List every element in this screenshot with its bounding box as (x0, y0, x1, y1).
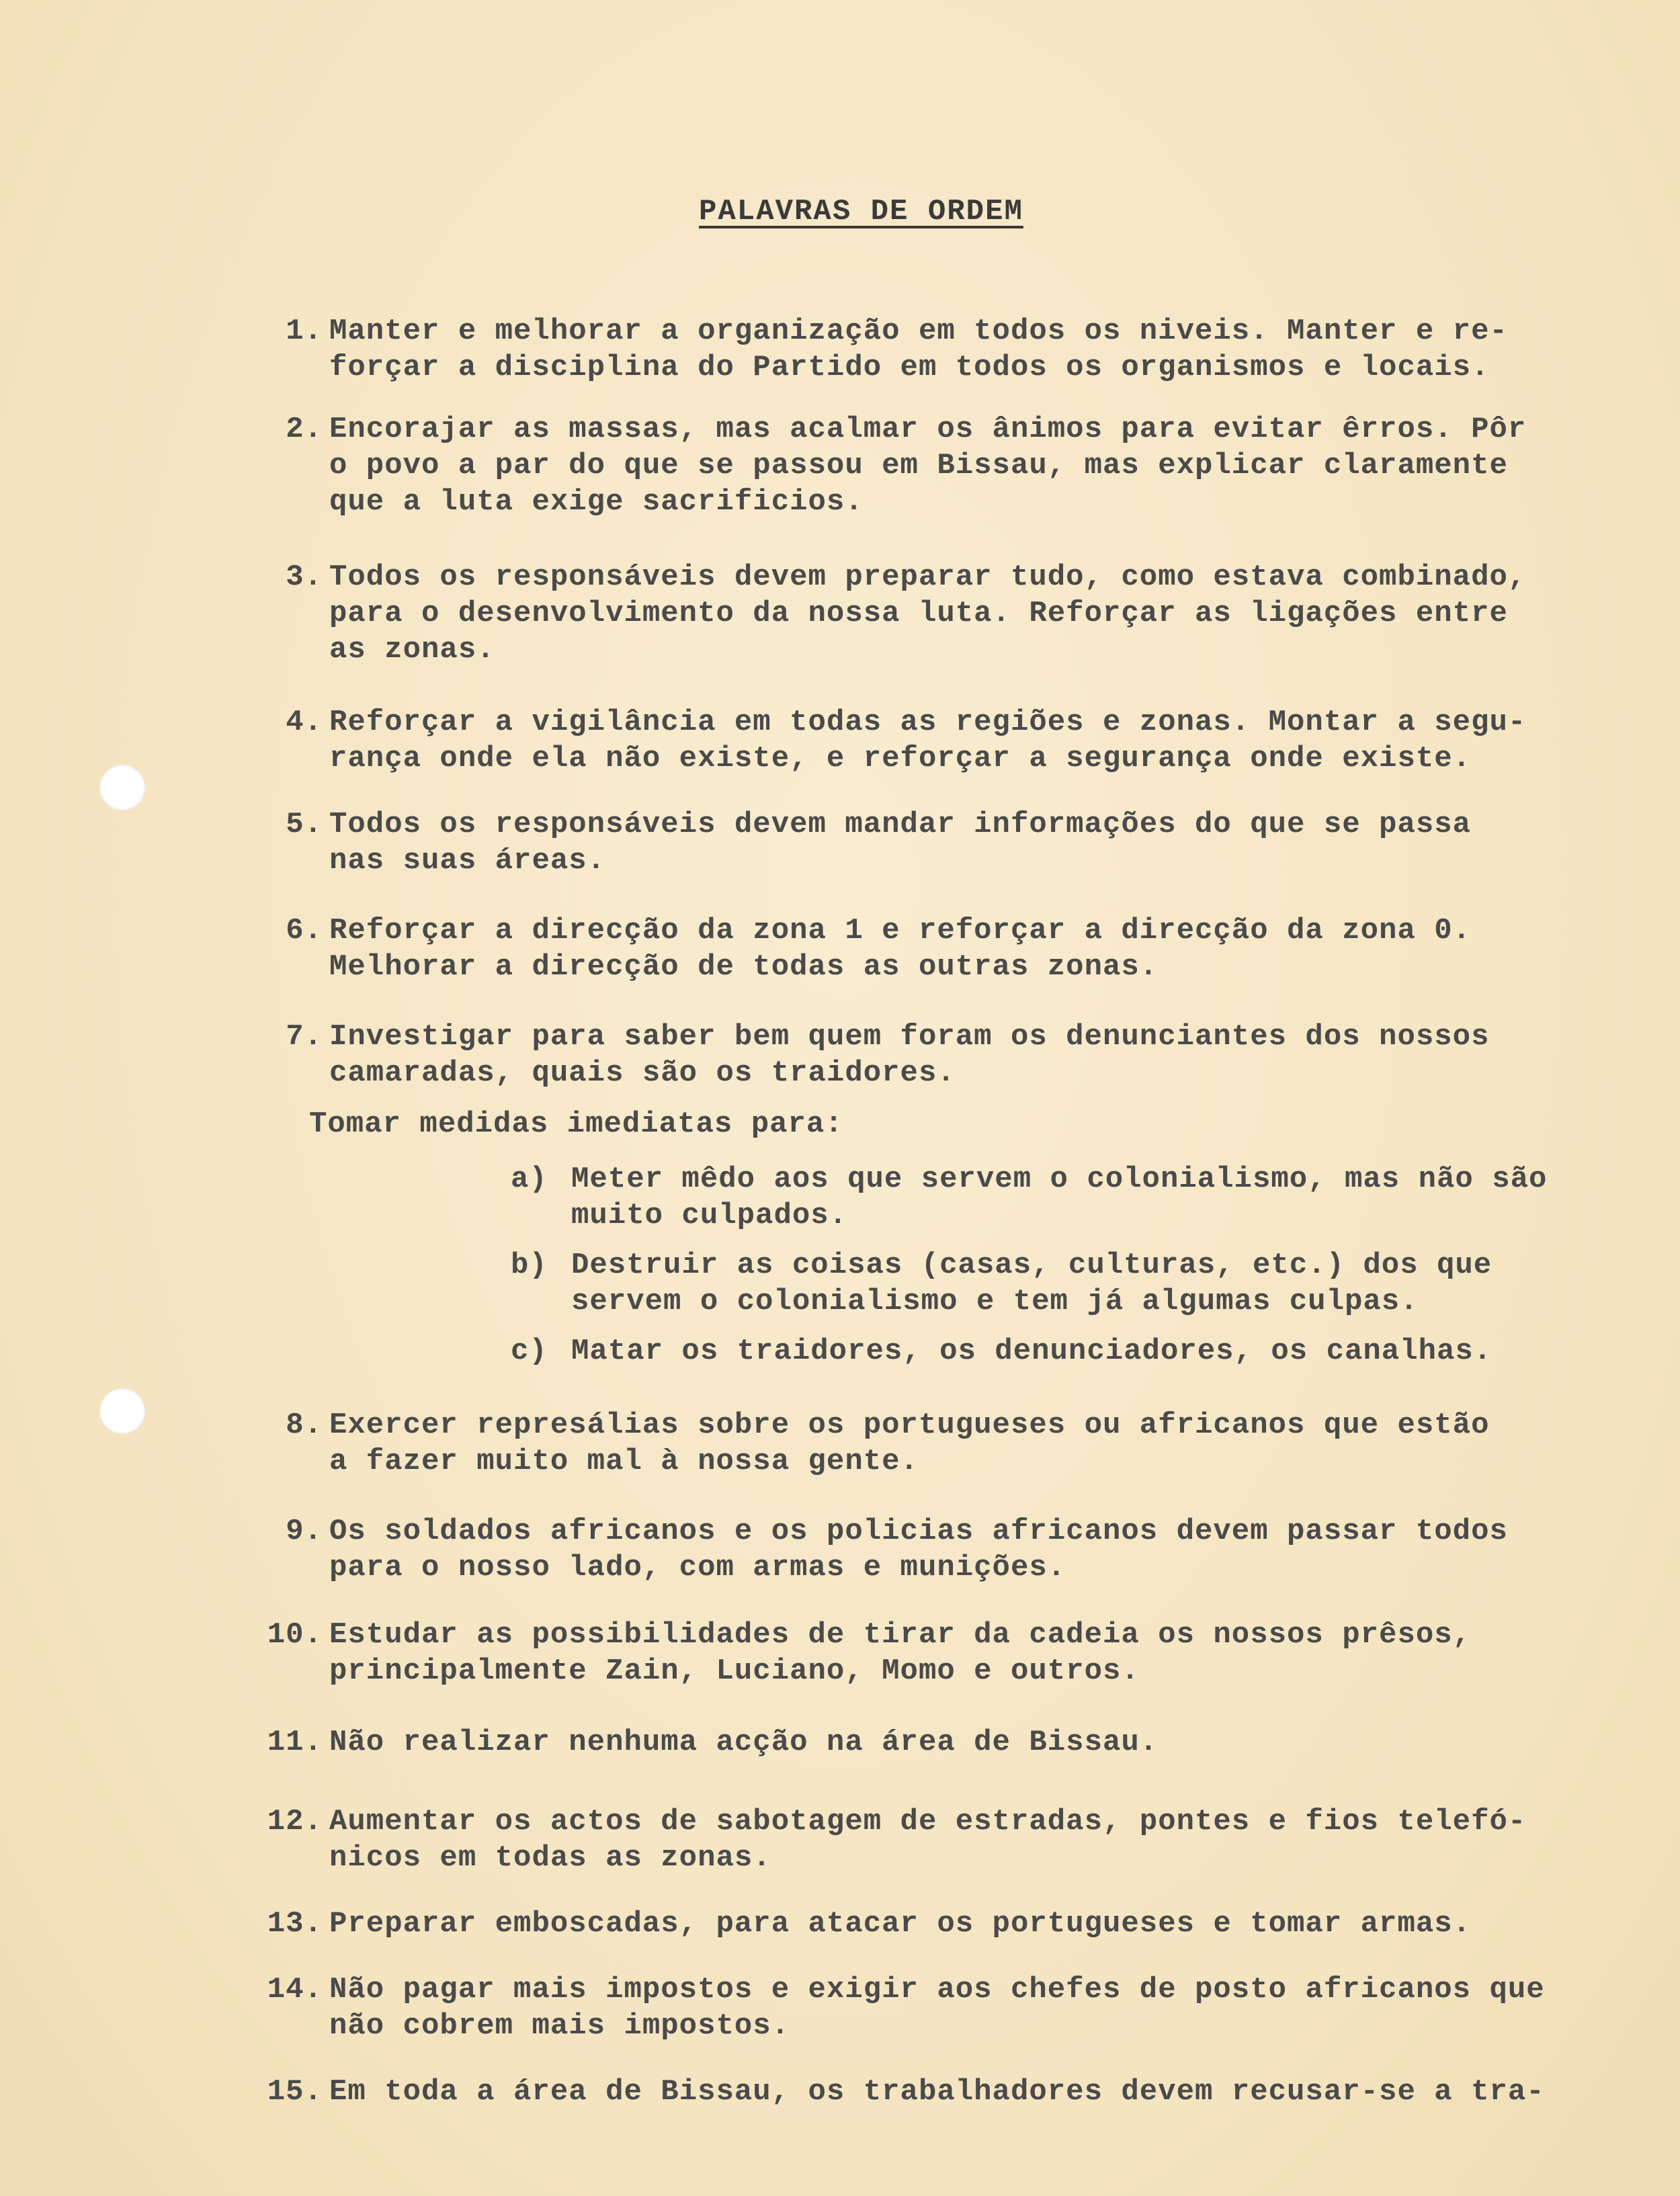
item-text: Investigar para saber bem quem foram os denunciantes dos nossos camaradas, quais são os traidores. (329, 1020, 1490, 1090)
item-text: Estudar as possibilidades de tirar da cadeia os nossos prêsos, principalmente Zain, Luciano, Momo e outros. (329, 1618, 1472, 1688)
item-number: 6. (286, 914, 323, 947)
item-text: Manter e melhorar a organização em todos os niveis. Manter e re- forçar a disciplina do Partido em todos os organismos e locais. (329, 314, 1508, 384)
item-number: 14. (267, 1973, 323, 2007)
item-text: Não pagar mais impostos e exigir aos chefes de posto africanos que não cobrem mais impostos. (329, 1973, 1545, 2043)
item-number: 5. (286, 808, 323, 841)
measure-label: a) (511, 1163, 548, 1196)
item-number: 3. (286, 560, 323, 594)
item-number: 11. (267, 1726, 323, 1759)
measure-label: b) (511, 1249, 548, 1282)
item-text: Encorajar as massas, mas acalmar os ânimos para evitar êrros. Pôr o povo a par do que se passou em Bissau, mas explicar claramente que a luta exige sacrificios. (329, 413, 1527, 519)
item-text: Não realizar nenhuma acção na área de Bissau. (329, 1726, 1159, 1759)
item-text: Exercer represálias sobre os portugueses ou africanos que estão a fazer muito mal à nossa gente. (329, 1408, 1490, 1478)
item-number: 7. (286, 1020, 323, 1054)
item-text: Reforçar a direcção da zona 1 e reforçar a direcção da zona 0. Melhorar a direcção de todas as outras zonas. (329, 914, 1472, 984)
item-text: Reforçar a vigilância em todas as regiões e zonas. Montar a segu- rança onde ela não existe, e reforçar a segurança onde existe. (329, 706, 1527, 775)
measure-text: Destruir as coisas (casas, culturas, etc.) dos que servem o colonialismo e tem já algumas culpas. (571, 1249, 1493, 1318)
measure-text: Matar os traidores, os denunciadores, os canalhas. (571, 1335, 1493, 1368)
measure-text: Meter mêdo aos que servem o colonialismo, mas não são muito culpados. (571, 1163, 1548, 1232)
page-title: PALAVRAS DE ORDEM (699, 195, 1023, 228)
item-number: 9. (286, 1515, 323, 1548)
item-text: Aumentar os actos de sabotagem de estradas, pontes e fios telefó- nicos em todas as zonas. (329, 1805, 1527, 1875)
item-number: 12. (267, 1805, 323, 1839)
item-text: Os soldados africanos e os policias africanos devem passar todos para o nosso lado, com armas e munições. (329, 1515, 1508, 1585)
item-number: 1. (286, 314, 323, 348)
item-text: Todos os responsáveis devem mandar informações do que se passa nas suas áreas. (329, 808, 1472, 878)
item-number: 15. (267, 2075, 323, 2109)
measure-label: c) (511, 1335, 548, 1368)
item-text: Preparar emboscadas, para atacar os portugueses e tomar armas. (329, 1907, 1472, 1941)
item-number: 8. (286, 1408, 323, 1442)
measures-intro: Tomar medidas imediatas para: (309, 1107, 843, 1141)
punch-hole (99, 765, 145, 810)
item-number: 13. (267, 1907, 323, 1941)
item-number: 2. (286, 413, 323, 446)
item-text: Todos os responsáveis devem preparar tudo, como estava combinado, para o desenvolvimento da nossa luta. Reforçar as ligações entre as zonas. (329, 560, 1527, 667)
item-number: 4. (286, 706, 323, 739)
item-text: Em toda a área de Bissau, os trabalhadores devem recusar-se a tra- (329, 2075, 1545, 2109)
item-number: 10. (267, 1618, 323, 1652)
punch-hole (99, 1388, 145, 1434)
